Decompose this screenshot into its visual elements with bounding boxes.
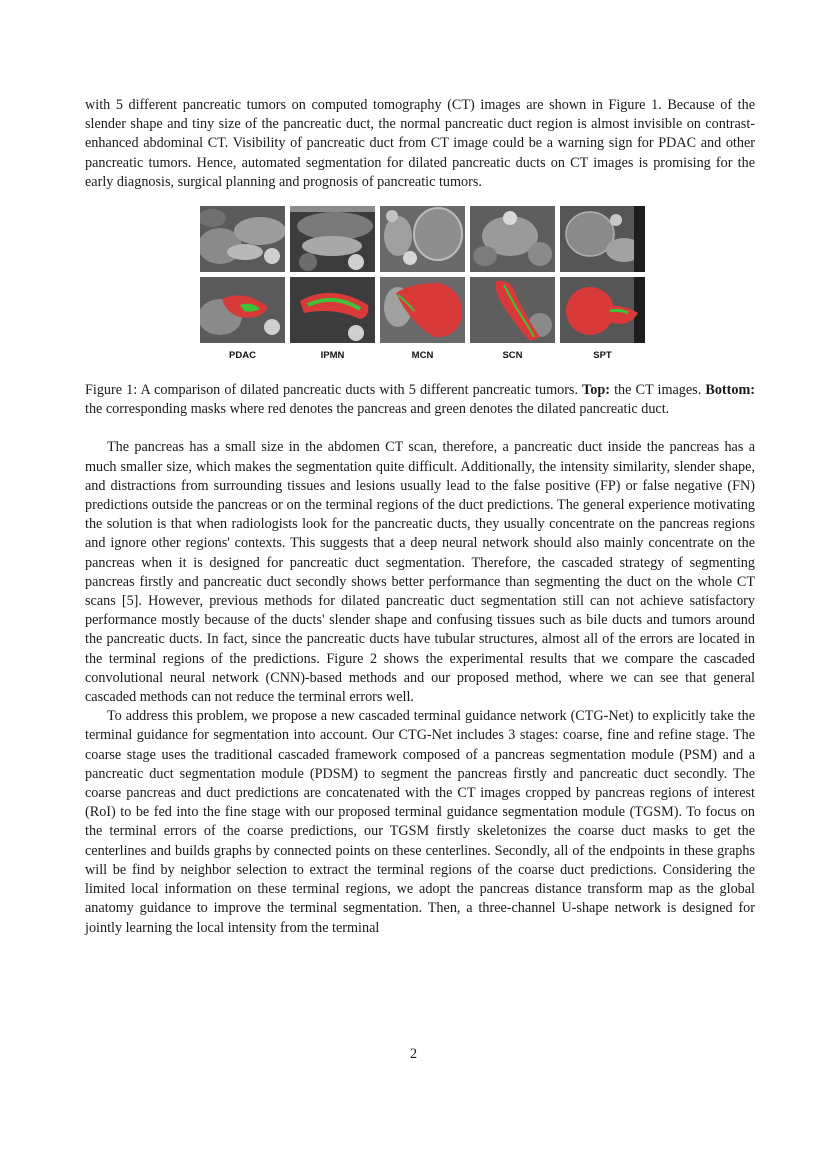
ct-image-grid <box>200 206 646 343</box>
caption-prefix: Figure 1: A comparison of dilated pancreatic ducts with 5 different pancreatic tumors. <box>85 382 578 399</box>
label-pdac: PDAC <box>229 350 256 362</box>
ct-image-ipmn <box>290 206 375 272</box>
ct-image-spt <box>560 206 645 272</box>
mask-ipmn <box>290 277 375 343</box>
label-ipmn: IPMN <box>320 350 345 362</box>
paragraph-3: To address this problem, we propose a new cascaded terminal guidance network (CTG-Net) to explicitly take the terminal guidance for segmentation into account. Our CTG-Net includes 3 stages: coarse, fine and refine stage. The coarse stage uses the traditional cascaded framework composed of a pancreas segmentation module (PSM) and a pancreatic duct segmentation module (PDSM) to segment the pancreas firstly and pancreatic duct secondly. The coarse pancreas and duct predictions are concatenated with the CT images cropped by pancreas regions of interest (RoI) to be fed into the fine stage with our proposed terminal guidance segmentation module (TGSM). To focus on the terminal errors of the coarse predictions, our TGSM firstly skeletonizes the coarse duct masks to get the centerlines and builds graphs by connected points on these centerlines. Secondly, all of the endpoints in these graphs will be find by neighbor selection to extract the terminal regions of the coarse duct predictions. Considering the limited local information on these terminal regions, we adopt the pancreas distance transform map as the global anatomy guidance to improve the terminal segmentation. Then, a three-channel U-shape network is designed for jointly learning the local intensity from the terminal <box>85 708 755 936</box>
mask-mcn <box>380 277 465 343</box>
intro-paragraph: with 5 different pancreatic tumors on computed tomography (CT) images are shown in Figure 1. Because of the slender shape and tiny size of the pancreatic duct, the normal pancreatic duct region is almost invisible on contrast-enhanced abdominal CT. Visibility of pancreatic duct from CT image could be a warning sign for PDAC and other pancreatic tumors. Hence, automated segmentation for dilated pancreatic ducts on CT images is promising for the early diagnosis, surgical planning and prognosis of pancreatic tumors. <box>85 97 755 190</box>
page-body <box>85 96 755 938</box>
caption-bottom-text: the corresponding masks where red denotes the pancreas and green denotes the dilated pancreatic duct. <box>85 401 670 418</box>
figure-labels <box>200 350 646 364</box>
mask-scn <box>470 277 555 343</box>
label-mcn: MCN <box>411 350 434 362</box>
paragraph-2: The pancreas has a small size in the abdomen CT scan, therefore, a pancreatic duct inside the pancreas has a much smaller size, which makes the segmentation quite difficult. Additionally, the intensity similarity, slender shape, and distractions from surrounding tissues and lesions usually lead to the false positive (FP) or false negative (FN) predictions outside the pancreas or on the terminal regions of the duct predictions. The general experience motivating the solution is that when radiologists look for the pancreatic ducts, they usually concentrate on the pancreas regions and ignore other regions' contexts. This suggests that a deep neural network should also mainly concentrate on the pancreas when it is designed for pancreatic duct segmentation. Therefore, the cascaded strategy of segmenting pancreas firstly and pancreatic duct secondly shows better performance than segmenting the duct on the whole CT scans [5]. However, previous methods for dilated pancreatic duct segmentation still can not achieve satisfactory performance mostly because of the ducts' slender shape and confusing tissues such as bile ducts and tumors around the pancreatic ducts. In fact, since the pancreatic ducts have tubular structures, almost all of the errors are located in the terminal regions of the predictions. Figure 2 shows the experimental results that we compare the cascaded convolutional neural network (CNN)-based methods and our proposed method, where we can see that general cascaded methods can not reduce the terminal errors well. <box>85 439 755 706</box>
mask-pdac <box>200 277 285 343</box>
caption-bottom-label: Bottom: <box>705 382 756 399</box>
ct-image-scn <box>470 206 555 272</box>
mask-spt <box>560 277 645 343</box>
caption-top-text: the CT images. <box>614 382 702 399</box>
figure-caption <box>85 381 755 419</box>
caption-top-label: Top: <box>582 382 610 399</box>
page-number: 2 <box>409 1046 418 1062</box>
ct-image-pdac <box>200 206 285 272</box>
figure-1 <box>200 206 646 370</box>
label-spt: SPT <box>593 350 612 362</box>
ct-image-mcn <box>380 206 465 272</box>
label-scn: SCN <box>502 350 523 362</box>
